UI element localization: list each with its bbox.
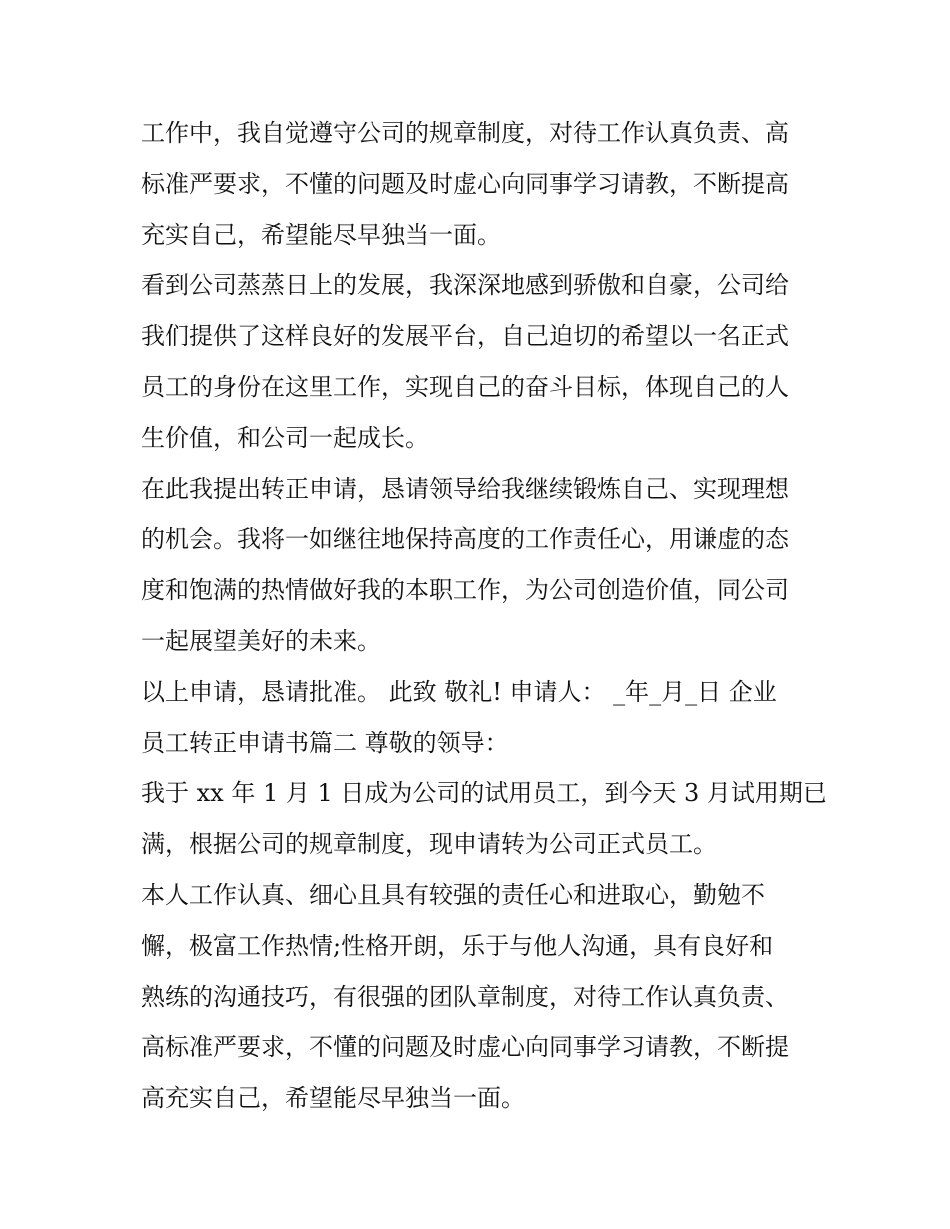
text-line: 员工转正申请书篇二 尊敬的领导： [141,728,509,757]
paragraph-1 [141,108,821,260]
paragraph-4 [141,667,821,769]
text-line: 度和饱满的热情做好我的本职工作，为公司创造价值，同公司 [141,576,789,605]
paragraph-3 [141,464,821,667]
text-line: 看到公司蒸蒸日上的发展，我深深地感到骄傲和自豪，公司给 [141,271,789,300]
text-line: 本人工作认真、细心且具有较强的责任心和进取心，勤勉不 [141,880,765,909]
text-line: 满，根据公司的规章制度，现申请转为公司正式员工。 [141,830,717,859]
text-line: 我们提供了这样良好的发展平台，自己迫切的希望以一名正式 [141,322,789,351]
text-line: 懈，极富工作热情;性格开朗，乐于与他人沟通，具有良好和 [141,931,774,960]
text-line: 充实自己，希望能尽早独当一面。 [141,220,501,249]
text-line: 我于 xx 年 1 月 1 日成为公司的试用员工，到今天 3 月试用期已 [141,779,827,808]
paragraph-6 [141,870,821,1124]
text-line: 在此我提出转正申请，恳请领导给我继续锻炼自己、实现理想 [141,474,789,503]
text-line: 一起展望美好的未来。 [141,626,381,655]
text-line: 熟练的沟通技巧，有很强的团队章制度，对待工作认真负责、 [141,982,789,1011]
paragraph-5 [141,768,827,870]
text-line: 员工的身份在这里工作，实现自己的奋斗目标，体现自己的人 [141,372,789,401]
text-line: 的机会。我将一如继往地保持高度的工作责任心，用谦虚的态 [141,525,789,554]
text-line: 高标准严要求，不懂的问题及时虚心向同事学习请教，不断提 [141,1033,789,1062]
text-line: 以上申请，恳请批准。 此致 敬礼! 申请人： _年_月_日 企业 [141,677,777,706]
paragraph-2 [141,260,821,463]
document-body [141,108,827,1124]
text-line: 标准严要求，不懂的问题及时虚心向同事学习请教，不断提高 [141,169,789,198]
text-line: 高充实自己，希望能尽早独当一面。 [141,1084,525,1113]
text-line: 生价值，和公司一起成长。 [141,423,429,452]
text-line: 工作中，我自觉遵守公司的规章制度，对待工作认真负责、高 [141,119,789,147]
